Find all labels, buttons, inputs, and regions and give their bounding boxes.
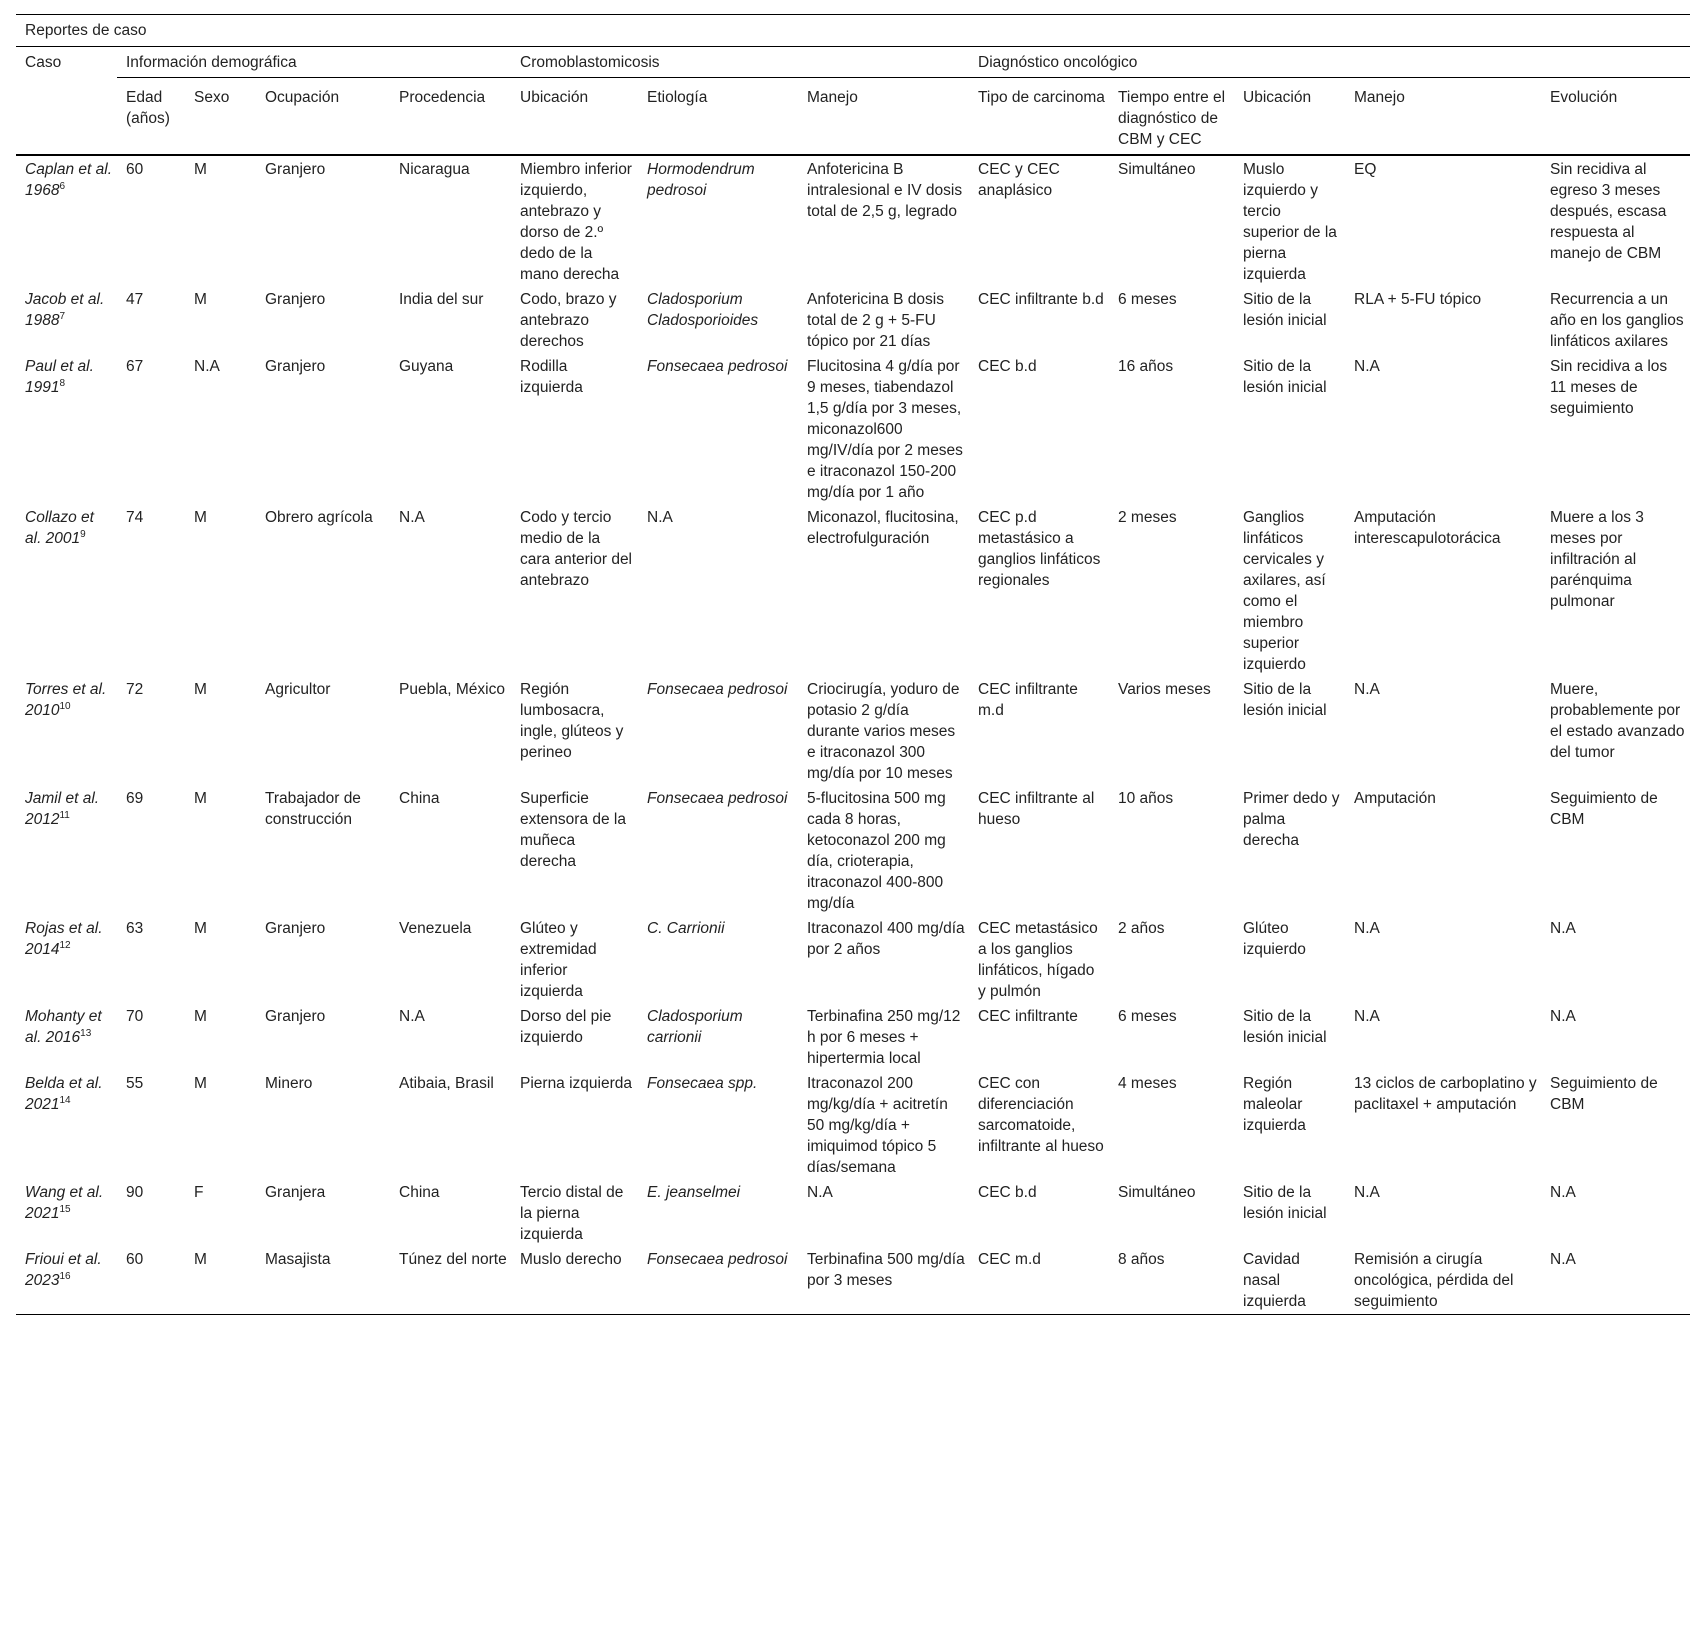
table-row [16, 785, 1690, 915]
cell-evolucion: Sin recidiva al egreso 3 meses después, escasa respuesta al manejo de CBM [1550, 161, 1667, 262]
cell-ubicacion-cbm: Pierna izquierda [520, 1075, 633, 1092]
cell-caso [16, 915, 117, 1003]
cell-ocupacion: Agricultor [265, 681, 331, 698]
cell-caso [16, 1246, 117, 1315]
cell-ubicacion-cec: Ganglios linfáticos cervicales y axilares, así como el miembro superior izquierdo [1243, 509, 1326, 673]
cell-manejo-cec: N.A [1354, 1008, 1380, 1025]
table-row [16, 676, 1690, 785]
cell-caso [16, 155, 117, 286]
cell-evolucion: N.A [1550, 920, 1576, 937]
cell-manejo-cbm: Miconazol, flucitosina, electrofulguración [807, 509, 959, 547]
cell-etiologia: E. jeanselmei [647, 1184, 741, 1201]
cell-manejo-cbm: N.A [807, 1184, 833, 1201]
cell-procedencia: N.A [399, 1008, 425, 1025]
cell-etiologia: C. Carrionii [647, 920, 725, 937]
cell-ubicacion-cec: Sitio de la lesión inicial [1243, 681, 1327, 719]
cell-ocupacion: Masajista [256, 1246, 390, 1315]
cell-procedencia: Guyana [399, 358, 454, 375]
cell-tipo-carcinoma: CEC y CEC anaplásico [978, 161, 1060, 199]
cell-edad: 72 [126, 681, 144, 698]
column-header-etiologia: Etiología [638, 78, 798, 156]
table-row [16, 1246, 1690, 1315]
case-citation: Wang et al. 2021 [25, 1184, 104, 1222]
cell-ubicacion-cec: Sitio de la lesión inicial [1243, 1008, 1327, 1046]
reference-number: 11 [59, 810, 70, 821]
cell-etiologia: N.A [647, 509, 673, 526]
cell-manejo-cec: Remisión a cirugía oncológica, pérdida del seguimiento [1345, 1246, 1541, 1315]
cell-etiologia: Fonsecaea spp. [647, 1075, 758, 1092]
column-header-tipo-carcinoma: Tipo de carcinoma [969, 78, 1109, 156]
case-citation: Rojas et al. 2014 [25, 920, 103, 958]
cell-caso [16, 1179, 117, 1246]
cell-caso [16, 504, 117, 676]
cell-tiempo: Simultáneo [1118, 1184, 1196, 1201]
cell-manejo-cec: Amputación [1354, 790, 1436, 807]
cell-tipo-carcinoma: CEC infiltrante b.d [978, 291, 1104, 308]
cell-edad: 60 [126, 161, 144, 178]
cell-ubicacion-cbm: Dorso del pie izquierdo [520, 1008, 612, 1046]
cell-edad: 69 [126, 790, 144, 807]
cell-tipo-carcinoma: CEC infiltrante m.d [978, 681, 1078, 719]
cell-tiempo: 6 meses [1118, 291, 1177, 308]
cell-edad: 60 [117, 1246, 185, 1315]
cell-manejo-cbm: Criocirugía, yoduro de potasio 2 g/día durante varios meses e itraconazol 300 mg/día por 10 meses [807, 681, 960, 782]
cell-evolucion: N.A [1541, 1246, 1690, 1315]
column-header-ocupacion: Ocupación [256, 78, 390, 156]
case-reports-table [16, 14, 1690, 1315]
column-header-ubicacion-cec: Ubicación [1234, 78, 1345, 156]
cell-ubicacion-cec: Primer dedo y palma derecha [1243, 790, 1340, 849]
column-header-manejo-cbm: Manejo [798, 78, 969, 156]
reference-number: 13 [80, 1028, 92, 1039]
case-citation: Frioui et al. 2023 [25, 1251, 102, 1289]
cell-manejo-cec: 13 ciclos de carboplatino y paclitaxel + amputación [1354, 1075, 1537, 1113]
column-header-ubicacion-cbm: Ubicación [511, 78, 638, 156]
group-header-demografica: Información demográfica [117, 47, 511, 78]
cell-ocupacion: Granjero [265, 358, 326, 375]
cell-tiempo: 2 meses [1118, 509, 1177, 526]
reference-number: 16 [59, 1271, 71, 1282]
column-header-procedencia: Procedencia [390, 78, 511, 156]
cell-caso [16, 1070, 117, 1179]
case-citation: Jamil et al. 2012 [25, 790, 100, 828]
cell-edad: 55 [126, 1075, 144, 1092]
cell-manejo-cbm: Itraconazol 400 mg/día por 2 años [807, 920, 965, 958]
cell-procedencia: Puebla, México [399, 681, 505, 698]
table-row [16, 1070, 1690, 1179]
cell-manejo-cbm: Terbinafina 500 mg/día por 3 meses [798, 1246, 969, 1315]
cell-ubicacion-cec: Muslo izquierdo y tercio superior de la pierna izquierda [1243, 161, 1337, 283]
case-reports-table-wrapper [16, 14, 1690, 1315]
cell-edad: 74 [126, 509, 144, 526]
cell-ocupacion: Minero [265, 1075, 313, 1092]
cell-procedencia: Túnez del norte [390, 1246, 511, 1315]
cell-ubicacion-cbm: Miembro inferior izquierdo, antebrazo y dorso de 2.º dedo de la mano derecha [520, 161, 632, 283]
table-row [16, 504, 1690, 676]
column-header-evolucion: Evolución [1541, 78, 1690, 156]
cell-procedencia: China [399, 790, 440, 807]
cell-etiologia: Fonsecaea pedrosoi [647, 358, 788, 375]
cell-manejo-cec: EQ [1354, 161, 1377, 178]
group-header-diagnostico-oncologico: Diagnóstico oncológico [969, 47, 1690, 78]
cell-evolucion: Seguimiento de CBM [1550, 790, 1658, 828]
cell-etiologia: Cladosporium carrionii [647, 1008, 743, 1046]
cell-tipo-carcinoma: CEC b.d [978, 1184, 1037, 1201]
case-citation: Torres et al. 2010 [25, 681, 107, 719]
cell-tiempo: 6 meses [1118, 1008, 1177, 1025]
cell-caso [16, 1003, 117, 1070]
cell-manejo-cbm: 5-flucitosina 500 mg cada 8 horas, ketoconazol 200 mg día, crioterapia, itraconazol 400-800 mg/día [807, 790, 946, 912]
column-header-tiempo: Tiempo entre el diagnóstico de CBM y CEC [1109, 78, 1234, 156]
cell-sexo: N.A [194, 358, 220, 375]
reference-number: 14 [59, 1095, 71, 1106]
reference-number: 9 [80, 529, 86, 540]
cell-sexo: F [194, 1184, 204, 1201]
cell-manejo-cbm: Itraconazol 200 mg/kg/día + acitretín 50 mg/kg/día + imiquimod tópico 5 días/semana [807, 1075, 948, 1176]
cell-ubicacion-cbm: Superficie extensora de la muñeca derecha [520, 790, 626, 870]
cell-sexo: M [194, 1008, 207, 1025]
cell-sexo: M [194, 509, 207, 526]
cell-evolucion: Seguimiento de CBM [1550, 1075, 1658, 1113]
table-row [16, 286, 1690, 353]
reference-number: 7 [59, 311, 66, 322]
column-header-sexo: Sexo [185, 78, 256, 156]
cell-sexo: M [194, 161, 207, 178]
cell-procedencia: Nicaragua [399, 161, 470, 178]
cell-tipo-carcinoma: CEC infiltrante al hueso [978, 790, 1095, 828]
case-citation: Collazo et al. 2001 [25, 509, 94, 547]
cell-ocupacion: Granjero [265, 291, 326, 308]
cell-tiempo: 10 años [1118, 790, 1174, 807]
case-citation: Paul et al. 1991 [25, 358, 94, 396]
cell-tipo-carcinoma: CEC con diferenciación sarcomatoide, infiltrante al hueso [978, 1075, 1104, 1155]
cell-ubicacion-cbm: Codo, brazo y antebrazo derechos [520, 291, 617, 350]
cell-evolucion: Sin recidiva a los 11 meses de seguimiento [1550, 358, 1668, 417]
cell-ubicacion-cec: Cavidad nasal izquierda [1234, 1246, 1345, 1315]
cell-tiempo: 16 años [1118, 358, 1174, 375]
cell-etiologia: Hormodendrum pedrosoi [647, 161, 755, 199]
cell-procedencia: Venezuela [399, 920, 472, 937]
cell-tiempo: Varios meses [1118, 681, 1211, 698]
cell-etiologia: Fonsecaea pedrosoi [647, 790, 788, 807]
cell-manejo-cec: N.A [1354, 358, 1380, 375]
cell-edad: 67 [126, 358, 144, 375]
cell-etiologia: Fonsecaea pedrosoi [638, 1246, 798, 1315]
cell-evolucion: N.A [1550, 1184, 1576, 1201]
cell-ubicacion-cec: Glúteo izquierdo [1243, 920, 1306, 958]
cell-tipo-carcinoma: CEC p.d metastásico a ganglios linfáticos regionales [978, 509, 1101, 589]
reference-number: 15 [59, 1204, 71, 1215]
reference-number: 12 [59, 940, 71, 951]
cell-ubicacion-cbm: Tercio distal de la pierna izquierda [520, 1184, 624, 1243]
cell-sexo: M [185, 1246, 256, 1315]
cell-ubicacion-cbm: Muslo derecho [511, 1246, 638, 1315]
cell-etiologia: Cladosporium Cladosporioides [647, 291, 759, 329]
cell-manejo-cec: N.A [1354, 1184, 1380, 1201]
cell-tiempo: 8 años [1109, 1246, 1234, 1315]
table-body [16, 155, 1690, 1315]
reference-number: 8 [59, 378, 66, 389]
cell-evolucion: N.A [1550, 1008, 1576, 1025]
cell-tiempo: 2 años [1118, 920, 1165, 937]
table-row [16, 155, 1690, 286]
table-row [16, 1003, 1690, 1070]
cell-ocupacion: Trabajador de construcción [265, 790, 361, 828]
cell-edad: 47 [126, 291, 144, 308]
cell-manejo-cec: RLA + 5-FU tópico [1354, 291, 1482, 308]
cell-procedencia: China [399, 1184, 440, 1201]
cell-ubicacion-cbm: Glúteo y extremidad inferior izquierda [520, 920, 597, 1000]
cell-manejo-cec: Amputación interescapulotorácica [1354, 509, 1501, 547]
cell-procedencia: Atibaia, Brasil [399, 1075, 494, 1092]
cell-tipo-carcinoma: CEC metastásico a los ganglios linfáticos, hígado y pulmón [978, 920, 1098, 1000]
cell-edad: 63 [126, 920, 144, 937]
column-header-edad: Edad (años) [117, 78, 185, 156]
cell-tipo-carcinoma: CEC infiltrante [978, 1008, 1078, 1025]
table-title: Reportes de caso [16, 15, 1690, 47]
cell-caso [16, 676, 117, 785]
cell-caso [16, 785, 117, 915]
cell-ocupacion: Obrero agrícola [265, 509, 373, 526]
cell-procedencia: N.A [399, 509, 425, 526]
cell-ocupacion: Granjero [265, 1008, 326, 1025]
case-citation: Jacob et al. 1988 [25, 291, 105, 329]
cell-tiempo: Simultáneo [1118, 161, 1196, 178]
cell-sexo: M [194, 291, 207, 308]
cell-ubicacion-cec: Región maleolar izquierda [1243, 1075, 1306, 1134]
reference-number: 10 [59, 701, 71, 712]
cell-sexo: M [194, 1075, 207, 1092]
cell-ubicacion-cbm: Rodilla izquierda [520, 358, 583, 396]
case-citation: Caplan et al. 1968 [25, 161, 113, 199]
cell-evolucion: Muere a los 3 meses por infiltración al parénquima pulmonar [1550, 509, 1644, 610]
cell-caso [16, 353, 117, 504]
cell-edad: 90 [126, 1184, 144, 1201]
cell-manejo-cbm: Flucitosina 4 g/día por 9 meses, tiabendazol 1,5 g/día por 3 meses, miconazol600 mg/IV/día por 2 meses e itraconazol 150-200 mg/día por 1 año [807, 358, 963, 501]
table-row [16, 1179, 1690, 1246]
table-row [16, 353, 1690, 504]
cell-ubicacion-cec: Sitio de la lesión inicial [1243, 1184, 1327, 1222]
cell-tiempo: 4 meses [1118, 1075, 1177, 1092]
cell-ocupacion: Granjero [265, 161, 326, 178]
cell-ubicacion-cbm: Codo y tercio medio de la cara anterior del antebrazo [520, 509, 633, 589]
cell-sexo: M [194, 790, 207, 807]
cell-ocupacion: Granjera [265, 1184, 326, 1201]
column-header-caso-spacer [16, 78, 117, 156]
cell-procedencia: India del sur [399, 291, 484, 308]
cell-etiologia: Fonsecaea pedrosoi [647, 681, 788, 698]
cell-ubicacion-cec: Sitio de la lesión inicial [1243, 358, 1327, 396]
case-citation: Mohanty et al. 2016 [25, 1008, 102, 1046]
cell-manejo-cbm: Anfotericina B intralesional e IV dosis total de 2,5 g, legrado [807, 161, 963, 220]
cell-manejo-cbm: Anfotericina B dosis total de 2 g + 5-FU tópico por 21 días [807, 291, 944, 350]
cell-tipo-carcinoma: CEC m.d [969, 1246, 1109, 1315]
cell-caso [16, 286, 117, 353]
cell-manejo-cec: N.A [1354, 681, 1380, 698]
cell-evolucion: Muere, probablemente por el estado avanzado del tumor [1550, 681, 1685, 761]
cell-ubicacion-cbm: Región lumbosacra, ingle, glúteos y perineo [520, 681, 624, 761]
table-row [16, 915, 1690, 1003]
case-citation: Belda et al. 2021 [25, 1075, 103, 1113]
cell-ocupacion: Granjero [265, 920, 326, 937]
cell-tipo-carcinoma: CEC b.d [978, 358, 1037, 375]
reference-number: 6 [59, 181, 66, 192]
group-header-cromoblastomicosis: Cromoblastomicosis [511, 47, 969, 78]
cell-evolucion: Recurrencia a un año en los ganglios linfáticos axilares [1550, 291, 1684, 350]
cell-edad: 70 [126, 1008, 144, 1025]
cell-ubicacion-cec: Sitio de la lesión inicial [1243, 291, 1327, 329]
cell-manejo-cec: N.A [1354, 920, 1380, 937]
cell-sexo: M [194, 920, 207, 937]
group-header-caso: Caso [25, 53, 62, 71]
column-header-manejo-cec: Manejo [1345, 78, 1541, 156]
cell-sexo: M [194, 681, 207, 698]
cell-manejo-cbm: Terbinafina 250 mg/12 h por 6 meses + hipertermia local [807, 1008, 961, 1067]
